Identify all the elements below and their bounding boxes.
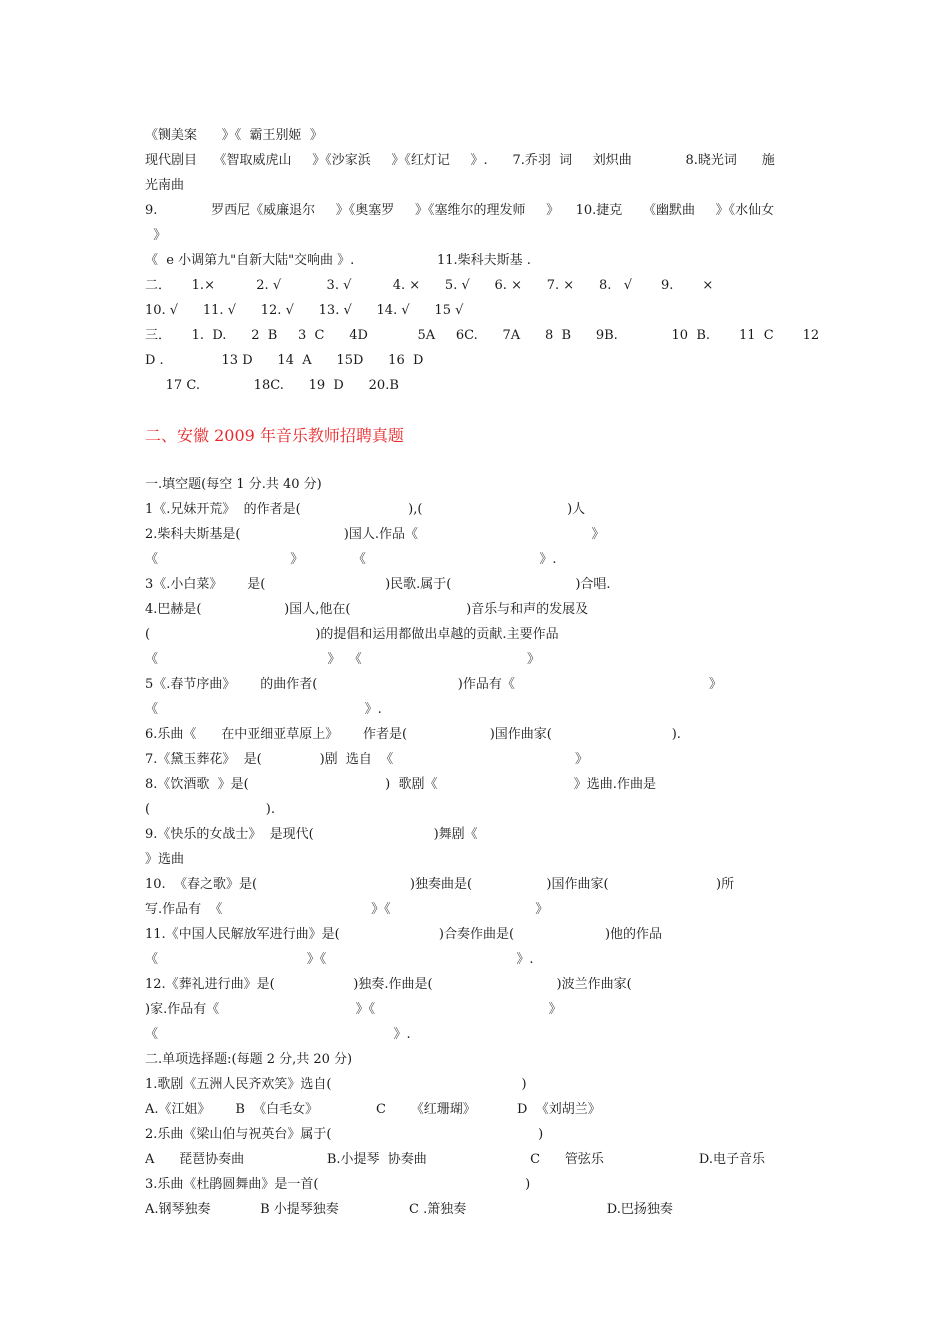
question-line: 《 》《 》. bbox=[145, 952, 534, 967]
answer-line: 光南曲 bbox=[145, 178, 185, 193]
question-line: 2.乐曲《梁山伯与祝英台》属于( ) bbox=[145, 1127, 544, 1142]
question-line: A.《江姐》 B 《白毛女》 C 《红珊瑚》 D 《刘胡兰》 bbox=[145, 1102, 601, 1117]
answer-line: 》 bbox=[145, 228, 167, 243]
answer-line: 17 C. 18C. 19 D 20.B bbox=[145, 378, 399, 393]
question-line: 7.《黛玉葬花》 是( )剧 选自 《 》 bbox=[145, 752, 589, 767]
question-line: A.钢琴独奏 B 小提琴独奏 C .箫独奏 D.巴扬独奏 bbox=[145, 1202, 673, 1217]
answer-line: D . 13 D 14 A 15D 16 D bbox=[145, 353, 424, 368]
question-line: ( ). bbox=[145, 802, 275, 817]
question-line: 11.《中国人民解放军进行曲》是( )合奏作曲是( )他的作品 bbox=[145, 927, 663, 942]
question-line: 3《.小白菜》 是( )民歌.属于( )合唱. bbox=[145, 577, 611, 592]
question-line: 12.《葬礼进行曲》是( )独奏.作曲是( )波兰作曲家( bbox=[145, 977, 632, 992]
question-line: 《 》. bbox=[145, 1027, 411, 1042]
section-heading: 二.单项选择题:(每题 2 分,共 20 分) bbox=[145, 1052, 353, 1067]
question-line: 8.《饮酒歌 》是( ) 歌剧《 》选曲.作曲是 bbox=[145, 777, 656, 792]
question-line: 3.乐曲《杜鹃圆舞曲》是一首( ) bbox=[145, 1177, 531, 1192]
question-line: 《 》 《 》 bbox=[145, 652, 540, 667]
answer-line: 《铡美案 》《 霸王别姬 》 bbox=[145, 128, 323, 143]
question-line: 1.歌剧《五洲人民齐欢笑》选自( ) bbox=[145, 1077, 527, 1092]
answer-line: 《 e 小调第九"自新大陆"交响曲 》. 11.柴科夫斯基 . bbox=[145, 253, 531, 268]
question-line: 1《.兄妹开荒》 的作者是( ),( )人 bbox=[145, 502, 586, 517]
question-line: 《 》. bbox=[145, 702, 382, 717]
answer-line: 二． 1.× 2. √ 3. √ 4. × 5. √ 6. × 7. × 8. √ 9. × bbox=[145, 278, 714, 293]
answer-line: 10. √ 11. √ 12. √ 13. √ 14. √ 15 √ bbox=[145, 303, 464, 318]
answer-line: 三． 1. D. 2 B 3 C 4D 5A 6C. 7A 8 B 9B. 10 B. 11 C 12 bbox=[145, 328, 820, 343]
question-line: )家.作品有《 》《 》 bbox=[145, 1002, 562, 1017]
answer-line: 现代剧目 《智取威虎山 》《沙家浜 》《红灯记 》. 7.乔羽 词 刘炽曲 8.晓光词 施 bbox=[145, 153, 775, 168]
question-line: ( )的提倡和运用都做出卓越的贡献.主要作品 bbox=[145, 627, 559, 642]
question-line: A 琵琶协奏曲 B.小提琴 协奏曲 C 管弦乐 D.电子音乐 bbox=[145, 1152, 765, 1167]
question-line: 2.柴科夫斯基是( )国人.作品《 》 bbox=[145, 527, 605, 542]
question-line: 《 》 《 》. bbox=[145, 552, 557, 567]
section-title: 二、安徽 2009 年音乐教师招聘真题 bbox=[145, 426, 404, 445]
answer-line: 9. 罗西尼《威廉退尔 》《奥塞罗 》《塞维尔的理发师 》 10.捷克 《幽默曲 》《水仙女 bbox=[145, 203, 775, 218]
question-line: 》选曲 bbox=[145, 852, 185, 867]
question-line: 9.《快乐的女战士》 是现代( )舞剧《 bbox=[145, 827, 478, 842]
question-line: 4.巴赫是( )国人,他在( )音乐与和声的发展及 bbox=[145, 602, 589, 617]
question-line: 写.作品有 《 》《 》 bbox=[145, 902, 549, 917]
question-line: 10. 《春之歌》是( )独奏曲是( )国作曲家( )所 bbox=[145, 877, 735, 892]
question-line: 5《.春节序曲》 的曲作者( )作品有《 》 bbox=[145, 677, 723, 692]
section-heading: 一.填空题(每空 1 分.共 40 分) bbox=[145, 477, 322, 492]
question-line: 6.乐曲《 在中亚细亚草原上》 作者是( )国作曲家( ). bbox=[145, 727, 681, 742]
